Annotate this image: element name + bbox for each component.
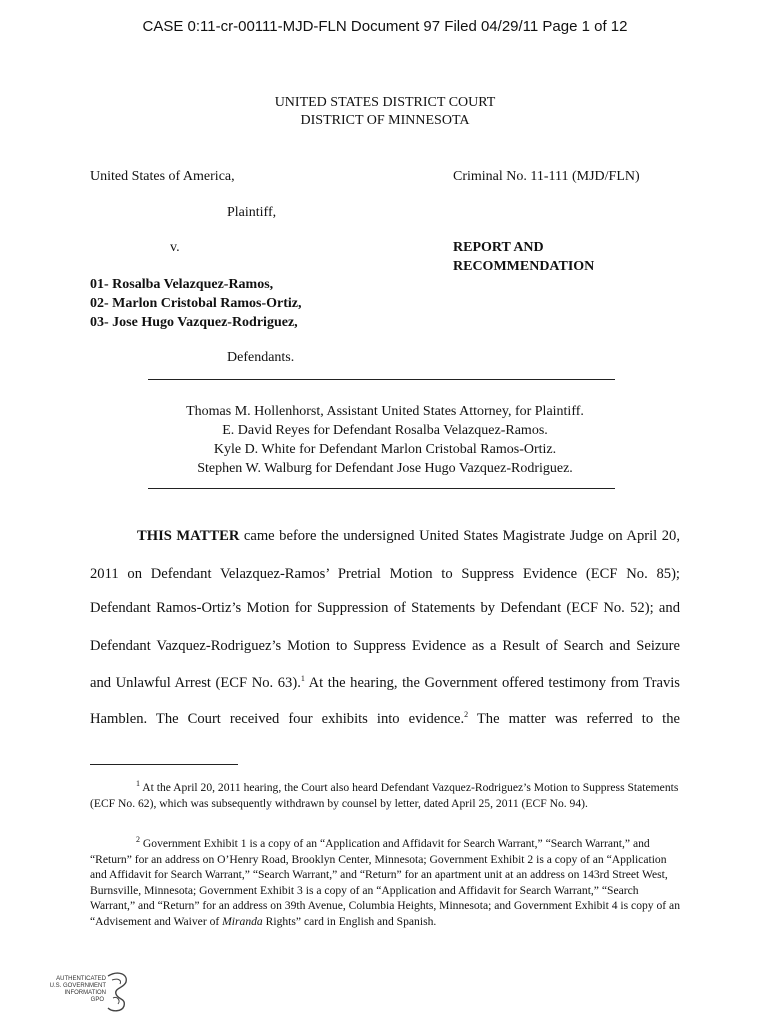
gpo-seal-line1: AUTHENTICATED: [56, 976, 106, 982]
lead-bold: THIS MATTER: [137, 528, 240, 544]
gpo-seal-line2: U.S. GOVERNMENT: [49, 983, 106, 989]
document-title: [453, 238, 594, 276]
defendants-role: Defendants.: [227, 350, 295, 365]
body-line-5: and Unlawful Arrest (ECF No. 63).$^1$ At the hearing, the Government offered testimony from Travis: [90, 674, 680, 691]
footnote-1: $^1$ At the April 20, 2011 hearing, the Court also heard Defendant Vazquez-Rodriguez’s Motion to Suppress Statements (ECF No. 62), which was subsequently withdrawn by counsel by letter, dated April 25, 2011 (ECF No. 94).: [90, 779, 679, 810]
gpo-authentication-seal: [44, 970, 134, 1014]
footnote-2-mark: 2: [136, 835, 140, 845]
case-number: Criminal No. 11-111 (MJD/FLN): [453, 169, 640, 184]
document-title-line2: RECOMMENDATION: [453, 259, 595, 274]
court-name: [0, 94, 770, 130]
body-line-2: 2011 on Defendant Velazquez-Ramos’ Pretrial Motion to Suppress Evidence (ECF No. 85);: [90, 566, 680, 582]
miranda-italic: Miranda: [222, 914, 263, 928]
body-line-1: THIS MATTER came before the undersigned United States Magistrate Judge on April 20,: [137, 528, 680, 544]
gpo-seal-line3: INFORMATION: [64, 990, 106, 996]
divider-top: [148, 379, 615, 380]
footnote-separator: [90, 764, 238, 765]
plaintiff-name: United States of America,: [90, 169, 235, 184]
footnote-1-mark: 1: [136, 779, 140, 789]
divider-bottom: [148, 488, 615, 489]
case-header-stamp: CASE 0:11-cr-00111-MJD-FLN Document 97 Filed 04/29/11 Page 1 of 12: [142, 18, 628, 35]
body-line-3: Defendant Ramos-Ortiz’s Motion for Suppression of Statements by Defendant (ECF No. 52); and: [90, 600, 680, 616]
footnote-ref-2[interactable]: 2: [464, 710, 469, 720]
counsel-defendant-3: Stephen W. Walburg for Defendant Jose Hugo Vazquez-Rodriguez.: [197, 461, 573, 476]
document-title-line1: REPORT AND: [453, 240, 544, 255]
defendant-1: 01- Rosalba Velazquez-Ramos,: [90, 277, 274, 292]
counsel-defendant-2: Kyle D. White for Defendant Marlon Cristobal Ramos-Ortiz.: [213, 442, 557, 457]
counsel-plaintiff: Thomas M. Hollenhorst, Assistant United States Attorney, for Plaintiff.: [186, 404, 584, 419]
counsel-defendant-1: E. David Reyes for Defendant Rosalba Velazquez-Ramos.: [222, 423, 548, 438]
defendant-2: 02- Marlon Cristobal Ramos-Ortiz,: [90, 296, 302, 311]
gpo-seal-mark: GPO: [90, 997, 104, 1003]
footnote-ref-1[interactable]: 1: [300, 674, 305, 684]
counsel-block: [90, 402, 680, 478]
body-line-6: Hamblen. The Court received four exhibits into evidence.$^2$ The matter was referred to the: [90, 710, 681, 727]
eagle-icon: [104, 970, 132, 1014]
versus: v.: [170, 240, 180, 255]
defendant-3: 03- Jose Hugo Vazquez-Rodriguez,: [90, 315, 298, 330]
defendant-list: [90, 275, 302, 332]
body-line-4: Defendant Vazquez-Rodriguez’s Motion to Suppress Evidence as a Result of Search and Seizure: [90, 638, 680, 654]
plaintiff-role: Plaintiff,: [227, 205, 277, 220]
court-district: DISTRICT OF MINNESOTA: [300, 113, 470, 128]
court-name-line1: UNITED STATES DISTRICT COURT: [274, 95, 496, 110]
footnote-2: $^2$ Government Exhibit 1 is a copy of an “Application and Affidavit for Search Warrant,” “Search Warrant,” and “Return” for an address on O’Henry Road, Brooklyn Center, Minnesota; Government Exhibit 2 is a copy of an “Application and Affidavit for Search Warrant,” “Search Warrant,” and “Return” for an apartment unit at an address on 143rd Street West, Burnsville, Minnesota; Government Exhibit 3 is a copy of an “Application and Affidavit for Search Warrant,” “Search Warrant,” and “Return” for an address on 39th Avenue, Columbia Heights, Minnesota; and Government Exhibit 4 is copy of an “Advisement and Waiver of Miranda Rights” card in English and Spanish.: [90, 835, 680, 928]
